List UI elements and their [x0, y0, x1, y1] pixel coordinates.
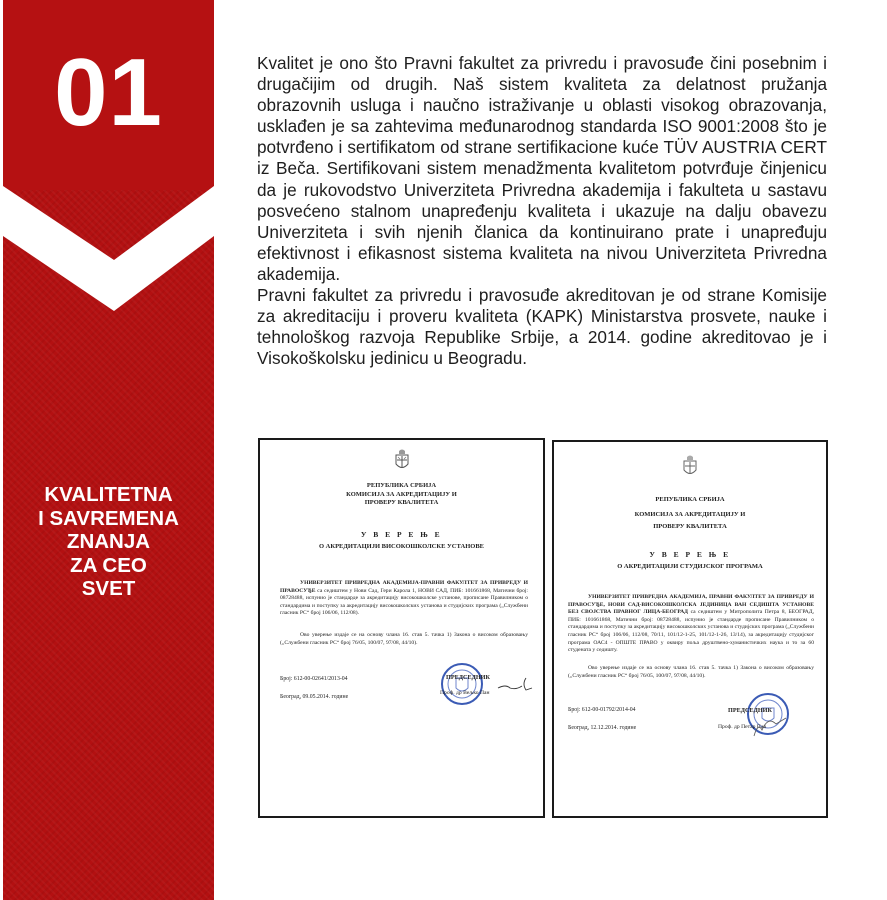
slogan-line: ZA CEO: [70, 553, 147, 577]
certificate-body-rest: са седиштем у Митрополита Петра 8, БЕОГРАД, ПИБ: 101661868, Матични број: 08728488, испунио је стандарде прописане Правилником о стандардима и поступку за акредитацију високошколских установа и студијских програма („Службени гласник РС“ број 106/06, 112/08, 70/11, 101/12-1-25, 101/12-1-26, 13/14), за акредитацију студијског програма ОАС4 - ОПШТЕ ПРАВО у оквиру поља друштвено-хуманистичких наука и то за 60 студената у седишту.: [568, 609, 814, 654]
sidebar-panel: [3, 0, 214, 900]
certificate-institution: [258, 438, 545, 818]
certificate-subtitle: О АКРЕДИТАЦИЈИ СТУДИЈСКОГ ПРОГРАМА: [617, 563, 763, 570]
coat-of-arms-icon: [394, 448, 410, 472]
header-line: РЕПУБЛИКА СРБИЈА: [655, 496, 725, 503]
slogan-line: I SAVREMENA: [38, 506, 179, 530]
certificate-body: [568, 594, 814, 655]
certificate-title: У В Е Р Е Њ Е: [360, 530, 443, 539]
header-line: ПРОВЕРУ КВАЛИТЕТА: [364, 499, 439, 506]
official-stamp-icon: [440, 662, 484, 706]
signature-icon: [496, 674, 536, 694]
certificate-header: [260, 482, 543, 508]
paragraph-accreditation: Pravni fakultet za privredu i pravosuđe akreditovan je od strane Komisije za akreditaciju i proveru kvaliteta (KAPK) Ministarstva prosvete, nauke i tehnološkog razvoja Republike Srbije, a 2014. godine akreditovao je i Visokoškolsku jedinicu u Beogradu.: [257, 285, 827, 369]
signer-title: ПРЕДСЕДНИК: [728, 707, 772, 714]
signature-icon: [750, 708, 790, 738]
slogan: [3, 483, 214, 601]
slogan-line: SVET: [81, 577, 136, 600]
certificate-date: Београд, 09.05.2014. године: [280, 694, 349, 700]
slogan-line: KVALITETNA: [44, 483, 173, 506]
slogan-line: ZNANJA: [66, 530, 151, 553]
certificate-number: Број: 612-00-01792/2014-04: [568, 707, 636, 713]
chevron-down-icon: [3, 0, 214, 330]
certificate-title: У В Е Р Е Њ Е: [649, 550, 731, 559]
coat-of-arms-icon: [682, 454, 698, 478]
header-line: КОМИСИЈА ЗА АКРЕДИТАЦИЈУ И: [634, 511, 746, 518]
header-line: ПРОВЕРУ КВАЛИТЕТА: [653, 523, 727, 530]
certificate-header: [554, 494, 826, 533]
certificate-body-bold: УНИВЕРЗИТЕТ ПРИВРЕДНА АКАДЕМИЈА-ПРАВНИ ФАКУЛТЕТ ЗА ПРИВРЕДУ И ПРАВОСУЂЕ: [280, 580, 528, 594]
section-number: 01: [54, 39, 163, 146]
certificate-date: Београд, 12.12.2014. године: [568, 725, 637, 731]
signer-name: Проф. др Петар Пав: [718, 724, 766, 730]
certificate-body-rest: са седиштем у Нови Сад, Гери Карола 1, НОВИ САД, ПИБ: 101661868, Матични број: 08728488, испунио је стандарде за акредитацију високошколске установе, прописане Правилником о стандардима и поступку за акредитацију високошколских установа и студијских програма („Службени гласник РС“ број 106/06, 112/08).: [280, 587, 528, 617]
certificate-body: [280, 580, 528, 618]
signer-name: Проф. др Вељко Пан: [440, 690, 490, 696]
certificate-body-bold: УНИВЕРЗИТЕТ ПРИВРЕДНА АКАДЕМИЈА, ПРАВНИ ФАКУЛТЕТ ЗА ПРИВРЕДУ И ПРАВОСУЂЕ, НОВИ САД-ВИСОКОШКОЛСКА ЈЕДИНИЦА ВАН СЕДИШТА УСТАНОВЕ БЕЗ СВОЈСТВА ПРАВНОГ ЛИЦА-БЕОГРАД: [568, 594, 814, 616]
certificate-legal-basis: Ово уверење издаје се на основу члана 16. став 5. тачка 1) Закона о високом образовању („Службени гласник РС“ број 76/05, 100/07, 97/08, 44/10).: [280, 632, 528, 646]
signer-title: ПРЕДСЕДНИК: [446, 674, 490, 681]
certificate-legal-basis: Ово уверење издаје се на основу члана 16. став 5. тачка 1) Закона о високом образовању („Службени гласник РС“ број 76/05, 100/07, 97/08, 44/10).: [568, 665, 814, 679]
certificate-study-program: [552, 440, 828, 818]
paragraph-quality: Kvalitet je ono što Pravni fakultet za privredu i pravosuđe čini posebnim i drugačijim od drugih. Naš sistem kvaliteta za delatnost pružanja obrazovnih usluga i naučno istraživanje u oblasti visokog obrazovanja, usklađen je sa zahtevima međunarodnog standarda ISO 9001:2008 što je potvrđeno i sertifikatom od strane sertifikacione kuće TÜV AUSTRIA CERT iz Beča. Sertifikovani sistem menadžmenta kvalitetom potvrđuje činjenicu da je rukovodstvo Univerziteta Privredna akademija i fakulteta u sastavu posvećeno stalnom unapređenju kvaliteta i ukazuje na dalju obavezu Univerziteta i svih njenih članica da kontinuirano prate i unapređuju efektivnost i efikasnost sistema kvaliteta na nivou Univerziteta Privredna akademija.: [257, 53, 827, 284]
certificate-subtitle: О АКРЕДИТАЦИЈИ ВИСОКОШКОЛСКЕ УСТАНОВЕ: [318, 543, 484, 550]
header-line: КОМИСИЈА ЗА АКРЕДИТАЦИЈУ И: [346, 490, 457, 498]
certificate-number: Број: 612-00-02641/2013-04: [280, 676, 348, 682]
main-text: [257, 53, 827, 369]
header-line: РЕПУБЛИКА СРБИЈА: [366, 482, 437, 489]
